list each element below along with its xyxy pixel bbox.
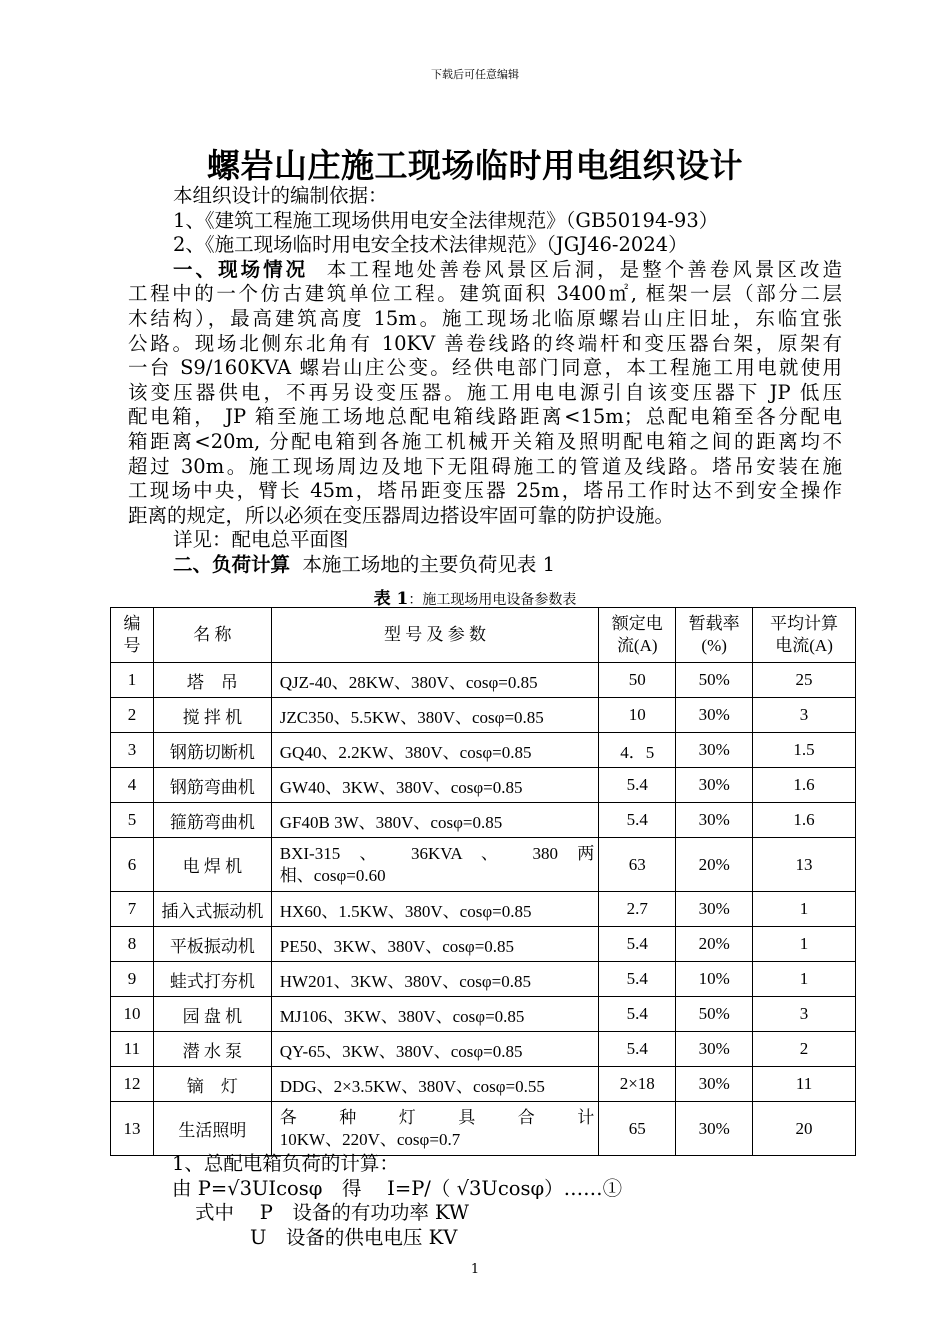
- section1-line: 工现场中央，臂长 45m，塔吊距变压器 25m，塔吊工作时达不到安全操作: [128, 479, 842, 503]
- document-body: [128, 184, 842, 578]
- section1-line: 箱距离<20m, 分配电箱到各施工机械开关箱及照明配电箱之间的距离均不: [128, 429, 842, 453]
- model-line: GQ40、2.2KW、380V、cosφ=0.85: [279, 742, 532, 762]
- model-line: 相、cosφ=0.60: [279, 865, 386, 885]
- row-number: 4: [111, 768, 154, 803]
- equipment-name: 蛙式打夯机: [153, 962, 271, 997]
- equipment-name: 电 焊 机: [153, 838, 271, 892]
- rated-current: 2×18: [599, 1067, 676, 1102]
- equipment-name: 生活照明: [153, 1102, 271, 1156]
- header-model: 型 号 及 参 数: [271, 608, 599, 663]
- table-body: [111, 663, 856, 1156]
- header-note: 下载后可任意编辑: [431, 68, 519, 81]
- table-row: [111, 733, 856, 768]
- table-row: [111, 698, 856, 733]
- table-caption-text: ：施工现场用电设备参数表: [408, 592, 577, 608]
- header-number: 编 号: [111, 608, 154, 663]
- duty-cycle: 30%: [676, 1067, 753, 1102]
- model-line: MJ106、3KW、380V、cosφ=0.85: [279, 1006, 525, 1026]
- duty-cycle: 50%: [676, 997, 753, 1032]
- avg-current: 1: [753, 892, 856, 927]
- avg-current: 2: [753, 1032, 856, 1067]
- equipment-model: [271, 768, 599, 803]
- equipment-name: 搅 拌 机: [153, 698, 271, 733]
- model-line: 10KW、220V、cosφ=0.7: [279, 1129, 461, 1149]
- section1-line: 配电箱， JP 箱至施工场地总配电箱线路距离<15m；总配电箱至各分配电: [128, 405, 842, 429]
- equipment-name: 平板振动机: [153, 927, 271, 962]
- row-number: 6: [111, 838, 154, 892]
- section1-heading: 一、现场情况: [173, 257, 309, 281]
- calc-where-p: 式中 P 设备的有功功率 KW: [195, 1201, 469, 1224]
- row-number: 5: [111, 803, 154, 838]
- model-line: PE50、3KW、380V、cosφ=0.85: [279, 936, 515, 956]
- rated-current: 5.4: [599, 962, 676, 997]
- duty-cycle: 30%: [676, 892, 753, 927]
- equipment-model: [271, 838, 599, 892]
- equipment-model: [271, 1032, 599, 1067]
- model-line: 各 种 灯 具 合 计: [279, 1107, 595, 1127]
- equipment-model: [271, 892, 599, 927]
- table-row: [111, 768, 856, 803]
- row-number: 8: [111, 927, 154, 962]
- avg-current: 1: [753, 927, 856, 962]
- rated-current: 5.4: [599, 803, 676, 838]
- equipment-name: 箍筋弯曲机: [153, 803, 271, 838]
- section1-line: 本工程地处善卷风景区后洞，是整个善卷风景区改造: [326, 257, 842, 281]
- equipment-model: [271, 962, 599, 997]
- rated-current: 5.4: [599, 927, 676, 962]
- equipment-model: [271, 698, 599, 733]
- basis-item-1: 1、《建筑工程施工现场供用电安全法律规范》（GB50194-93）: [173, 208, 719, 232]
- equipment-model: [271, 733, 599, 768]
- table-row: [111, 927, 856, 962]
- avg-current: 1: [753, 962, 856, 997]
- table-row: [111, 838, 856, 892]
- header-name: 名 称: [153, 608, 271, 663]
- calc-heading: 1、总配电箱负荷的计算：: [172, 1152, 399, 1175]
- table-row: [111, 803, 856, 838]
- section1-line: 工程中的一个仿古建筑单位工程。建筑面积 3400㎡, 框架一层（部分二层: [128, 282, 842, 306]
- row-number: 7: [111, 892, 154, 927]
- row-number: 2: [111, 698, 154, 733]
- calc-formula: 由 P=√3UIcosφ 得 I=P/（ √3Ucosφ）……①: [172, 1177, 623, 1200]
- header-avg-current: 平均计算 电流(A): [753, 608, 856, 663]
- section1-line: 距离的规定，所以必须在变压器周边搭设牢固可靠的防护设施。: [128, 503, 675, 527]
- table-row: [111, 663, 856, 698]
- equipment-name: 钢筋弯曲机: [153, 768, 271, 803]
- duty-cycle: 20%: [676, 838, 753, 892]
- section1-first-line: [128, 258, 842, 283]
- rated-current: 50: [599, 663, 676, 698]
- row-number: 12: [111, 1067, 154, 1102]
- equipment-model: [271, 1067, 599, 1102]
- equipment-table: [110, 607, 856, 1156]
- row-number: 1: [111, 663, 154, 698]
- equipment-name: 塔 吊: [153, 663, 271, 698]
- row-number: 10: [111, 997, 154, 1032]
- avg-current: 11: [753, 1067, 856, 1102]
- rated-current: 5.4: [599, 997, 676, 1032]
- rated-current: 63: [599, 838, 676, 892]
- calc-where-u: U 设备的供电电压 KV: [250, 1226, 458, 1249]
- equipment-name: 插入式振动机: [153, 892, 271, 927]
- row-number: 9: [111, 962, 154, 997]
- duty-cycle: 30%: [676, 1102, 753, 1156]
- equipment-model: [271, 663, 599, 698]
- section2-text: 本施工场地的主要负荷见表 1: [302, 552, 556, 576]
- header-duty-cycle: 暂载率 (%): [676, 608, 753, 663]
- table-row: [111, 1032, 856, 1067]
- equipment-model: [271, 1102, 599, 1156]
- model-line: QJZ-40、28KW、380V、cosφ=0.85: [279, 672, 538, 692]
- section2-heading: 二、负荷计算: [173, 552, 291, 576]
- rated-current: 65: [599, 1102, 676, 1156]
- equipment-name: 园 盘 机: [153, 997, 271, 1032]
- avg-current: 1.6: [753, 803, 856, 838]
- duty-cycle: 20%: [676, 927, 753, 962]
- rated-current: 10: [599, 698, 676, 733]
- row-number: 3: [111, 733, 154, 768]
- table-row: [111, 997, 856, 1032]
- duty-cycle: 30%: [676, 768, 753, 803]
- duty-cycle: 30%: [676, 698, 753, 733]
- duty-cycle: 30%: [676, 733, 753, 768]
- row-number: 11: [111, 1032, 154, 1067]
- rated-current: 5.4: [599, 1032, 676, 1067]
- avg-current: 13: [753, 838, 856, 892]
- model-line: JZC350、5.5KW、380V、cosφ=0.85: [279, 707, 544, 727]
- table-row: [111, 1102, 856, 1156]
- table-caption: [0, 584, 950, 609]
- equipment-model: [271, 927, 599, 962]
- model-line: BXI-315 、 36KVA 、 380 两: [279, 843, 595, 863]
- avg-current: 1.5: [753, 733, 856, 768]
- duty-cycle: 30%: [676, 1032, 753, 1067]
- equipment-model: [271, 997, 599, 1032]
- avg-current: 3: [753, 997, 856, 1032]
- avg-current: 1.6: [753, 768, 856, 803]
- rated-current: 5.4: [599, 768, 676, 803]
- equipment-name: 钢筋切断机: [153, 733, 271, 768]
- section1-line: 木结构），最高建筑高度 15m。施工现场北临原螺岩山庄旧址，东临宜张: [128, 306, 842, 330]
- equipment-name: 镝 灯: [153, 1067, 271, 1102]
- basis-intro: 本组织设计的编制依据：: [173, 184, 388, 207]
- section2-line: [128, 553, 842, 578]
- avg-current: 20: [753, 1102, 856, 1156]
- section1-line: 该变压器供电，不再另设变压器。施工用电电源引自该变压器下 JP 低压: [128, 380, 842, 404]
- equipment-model: [271, 803, 599, 838]
- table-caption-label: 表 1: [373, 589, 409, 609]
- rated-current: 4．5: [599, 733, 676, 768]
- duty-cycle: 30%: [676, 803, 753, 838]
- duty-cycle: 10%: [676, 962, 753, 997]
- table-row: [111, 892, 856, 927]
- rated-current: 2.7: [599, 892, 676, 927]
- equipment-name: 潜 水 泵: [153, 1032, 271, 1067]
- model-line: GW40、3KW、380V、cosφ=0.85: [279, 777, 523, 797]
- avg-current: 25: [753, 663, 856, 698]
- row-number: 13: [111, 1102, 154, 1156]
- section1-line: 一台 S9/160KVA 螺岩山庄公变。经供电部门同意，本工程施工用电就使用: [128, 356, 842, 380]
- model-line: HX60、1.5KW、380V、cosφ=0.85: [279, 901, 532, 921]
- table-row: [111, 962, 856, 997]
- see-also: 详见：配电总平面图: [173, 528, 349, 552]
- duty-cycle: 50%: [676, 663, 753, 698]
- model-line: DDG、2×3.5KW、380V、cosφ=0.55: [279, 1076, 545, 1096]
- section1-line: 公路。现场北侧东北角有 10KV 善卷线路的终端杆和变压器台架，原架有: [128, 331, 842, 355]
- table-header-row: [111, 608, 856, 663]
- model-line: GF40B 3W、380V、cosφ=0.85: [279, 812, 503, 832]
- basis-item-2: 2、《施工现场临时用电安全技术法律规范》（JGJ46-2024）: [173, 233, 688, 257]
- avg-current: 3: [753, 698, 856, 733]
- model-line: QY-65、3KW、380V、cosφ=0.85: [279, 1041, 523, 1061]
- model-line: HW201、3KW、380V、cosφ=0.85: [279, 971, 532, 991]
- table-row: [111, 1067, 856, 1102]
- page-title: 螺岩山庄施工现场临时用电组织设计: [207, 146, 743, 185]
- page-number: 1: [470, 1262, 480, 1277]
- section1-line: 超过 30m。施工现场周边及地下无阻碍施工的管道及线路。塔吊安装在施: [128, 454, 842, 478]
- header-rated-current: 额定电 流(A): [599, 608, 676, 663]
